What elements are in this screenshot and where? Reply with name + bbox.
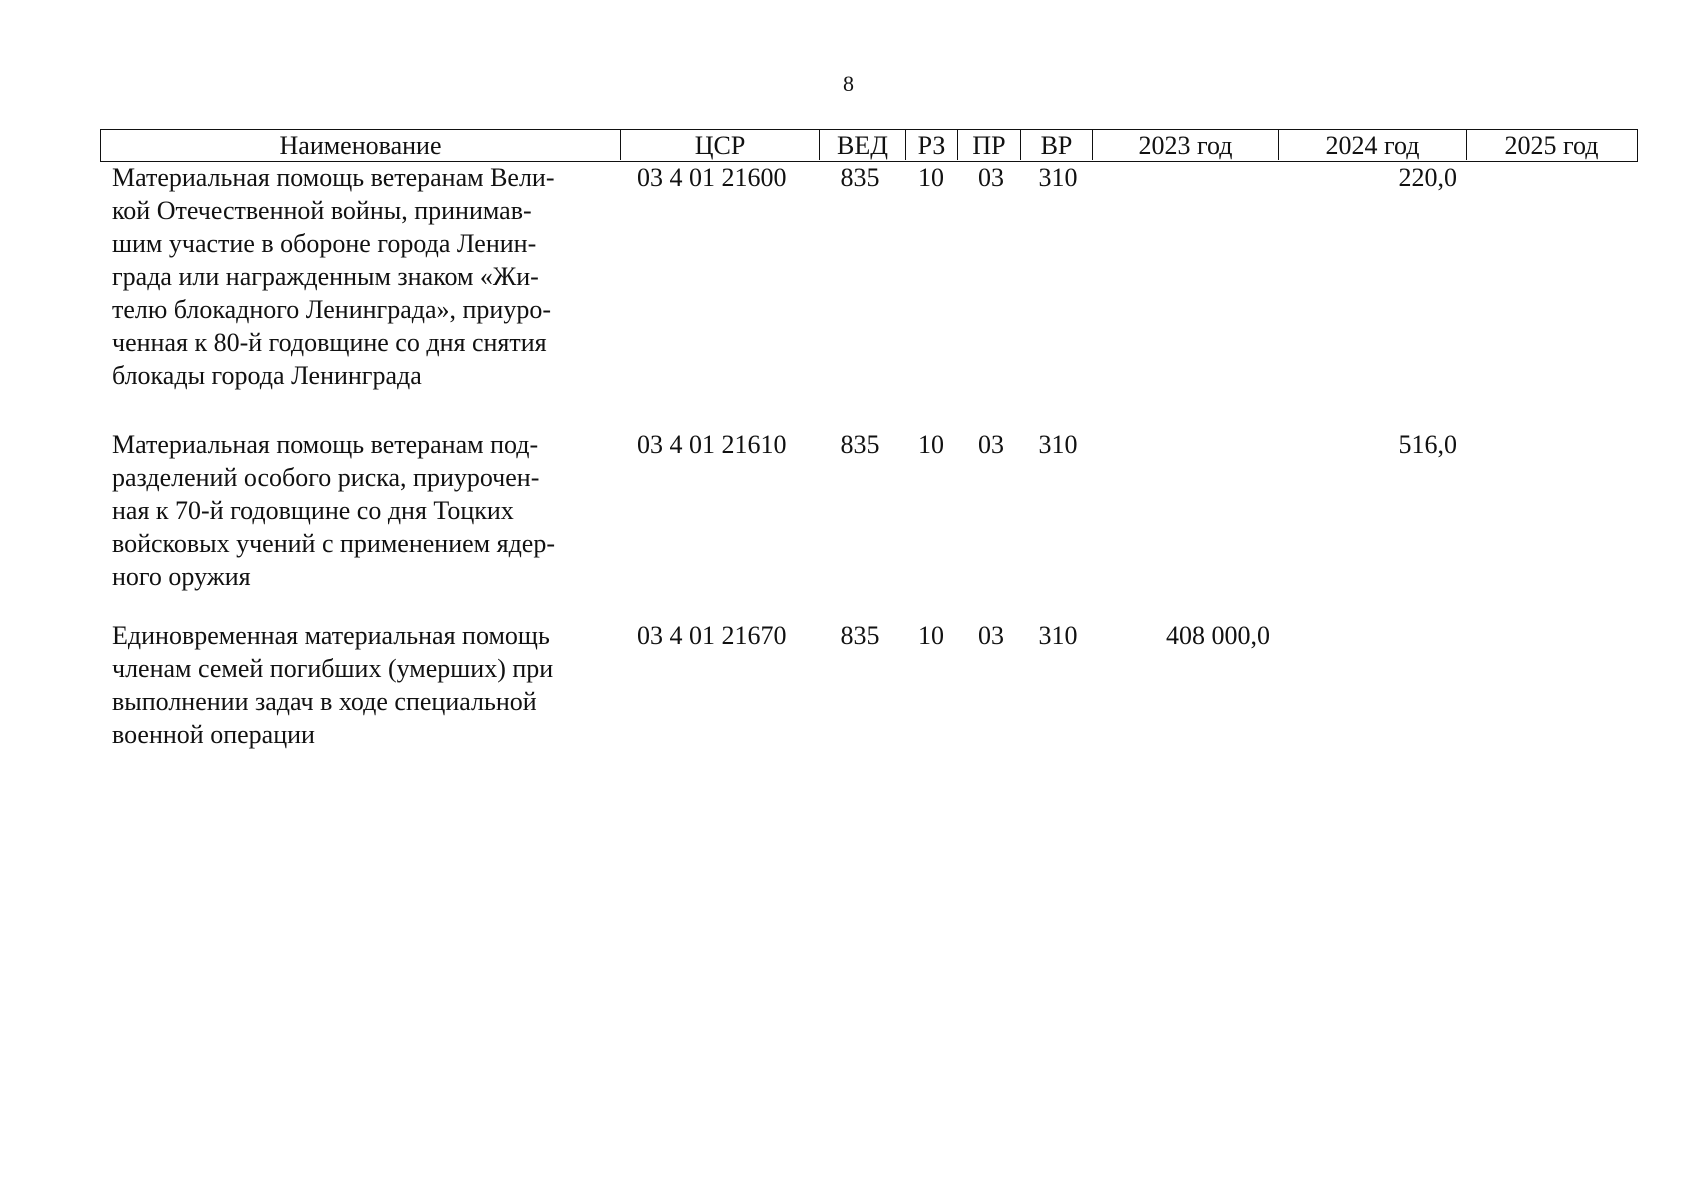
header-csr: ЦСР <box>620 130 819 160</box>
header-rz: РЗ <box>905 130 957 160</box>
header-ved: ВЕД <box>819 130 905 160</box>
row-vr: 310 <box>1038 430 1078 459</box>
header-vr: ВР <box>1020 130 1092 160</box>
row-pr: 03 <box>978 163 1004 192</box>
header-name: Наименование <box>279 131 442 160</box>
row-rz: 10 <box>918 163 944 192</box>
row-csr: 03 4 01 21670 <box>637 621 787 650</box>
page-number: 8 <box>843 71 854 96</box>
row-ved: 835 <box>840 163 880 192</box>
header-2025: 2025 год <box>1466 130 1636 160</box>
row-rz: 10 <box>918 430 944 459</box>
row-name: Материальная помощь ветеранам Вели- кой Отечественной войны, принимав- шим участие в обороне города Ленин- града или награжденным знаком «Жи- телю блокадного Ленинграда», приуро- ченная к 80-й годовщине со дня снятия блокады города Ленинграда <box>112 163 555 390</box>
header-2023: 2023 год <box>1092 130 1278 160</box>
row-csr: 03 4 01 21600 <box>637 163 787 192</box>
row-2024: 220,0 <box>1398 163 1457 192</box>
header-pr: ПР <box>957 130 1020 160</box>
row-name: Материальная помощь ветеранам под- разделений особого риска, приурочен- ная к 70-й годовщине со дня Тоцких войсковых учений с применением ядер- ного оружия <box>112 430 555 591</box>
row-ved: 835 <box>840 621 880 650</box>
row-pr: 03 <box>978 430 1004 459</box>
row-ved: 835 <box>840 430 880 459</box>
row-csr: 03 4 01 21610 <box>637 430 787 459</box>
row-rz: 10 <box>918 621 944 650</box>
row-vr: 310 <box>1038 163 1078 192</box>
row-name: Единовременная материальная помощь членам семей погибших (умерших) при выполнении задач в ходе специальной военной операции <box>112 621 554 749</box>
row-vr: 310 <box>1038 621 1078 650</box>
header-2024: 2024 год <box>1278 130 1466 160</box>
table-header <box>100 129 1638 162</box>
row-pr: 03 <box>978 621 1004 650</box>
row-2023: 408 000,0 <box>1166 621 1270 650</box>
row-2024: 516,0 <box>1398 430 1457 459</box>
